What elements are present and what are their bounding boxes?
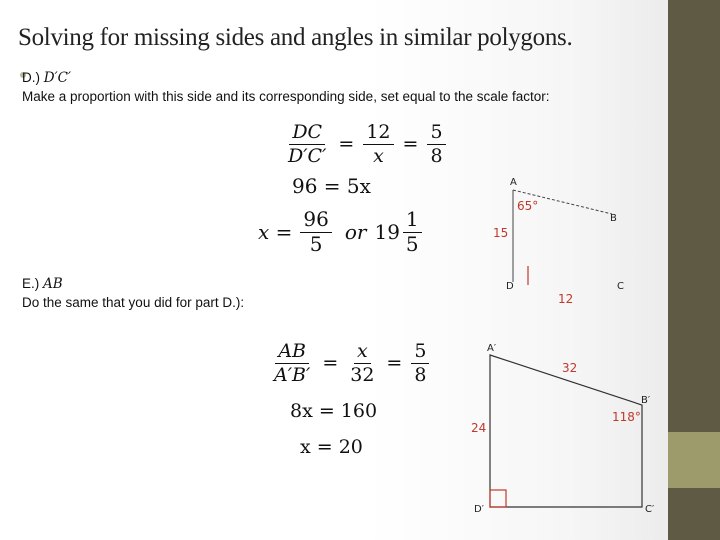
numerator: 5 xyxy=(411,341,429,364)
small-vertex-c: C xyxy=(617,281,624,292)
large-polygon-outline xyxy=(490,355,642,507)
large-vertex-b: B′ xyxy=(641,395,651,406)
numerator: 96 xyxy=(300,209,331,233)
or-word: or xyxy=(344,220,367,245)
slide-title: Solving for missing sides and angles in similar polygons. xyxy=(18,24,573,51)
numerator: DC xyxy=(289,122,325,145)
denominator: 32 xyxy=(350,363,375,386)
numerator: 12 xyxy=(363,122,393,145)
small-vertex-b: B xyxy=(610,213,617,224)
part-d-prefix: D.) xyxy=(22,70,40,85)
small-vertex-a: A xyxy=(510,177,517,188)
numerator: AB xyxy=(275,341,309,364)
part-d-equation-2: 96 = 5x xyxy=(292,174,371,198)
part-d-instruction: Make a proportion with this side and its corresponding side, set equal to the scale factor: xyxy=(22,89,550,104)
part-e-prefix: E.) xyxy=(22,276,40,291)
denominator: 5 xyxy=(309,231,323,256)
part-d-var: D′C′ xyxy=(43,70,72,86)
part-e-equation-3: x = 20 xyxy=(300,436,363,458)
large-vertex-a: A′ xyxy=(487,343,497,354)
small-polygon xyxy=(493,177,624,306)
equals-sign: = xyxy=(322,352,339,375)
large-right-angle-mark xyxy=(490,490,506,507)
denominator: x xyxy=(373,144,384,167)
large-side-left-label: 24 xyxy=(471,421,487,435)
equals-sign: = xyxy=(386,352,403,375)
equation-lhs: x = xyxy=(258,220,293,245)
denominator: A′B′ xyxy=(274,363,311,386)
small-angle-label: 65° xyxy=(517,199,539,213)
small-side-left-label: 15 xyxy=(493,226,509,240)
denominator: D′C′ xyxy=(288,144,327,167)
numerator: 1 xyxy=(403,209,422,233)
large-angle-label: 118° xyxy=(612,410,641,424)
mixed-number-whole: 19 xyxy=(374,220,400,245)
small-side-bottom-label: 12 xyxy=(558,292,574,306)
denominator: 8 xyxy=(414,363,427,386)
large-vertex-d: D′ xyxy=(474,504,484,515)
large-vertex-c: C′ xyxy=(645,504,655,515)
numerator: x xyxy=(354,341,371,364)
denominator: 8 xyxy=(430,144,443,167)
large-side-top-label: 32 xyxy=(562,361,578,375)
equals-sign: = xyxy=(338,133,355,156)
part-e-var: AB xyxy=(43,276,63,292)
large-polygon xyxy=(471,343,655,515)
part-e-instruction: Do the same that you did for part D.): xyxy=(22,295,245,310)
small-vertex-d: D xyxy=(506,281,514,292)
denominator: 5 xyxy=(405,231,419,256)
equals-sign: = xyxy=(402,133,419,156)
numerator: 5 xyxy=(427,122,445,145)
part-e-equation-2: 8x = 160 xyxy=(290,400,378,422)
